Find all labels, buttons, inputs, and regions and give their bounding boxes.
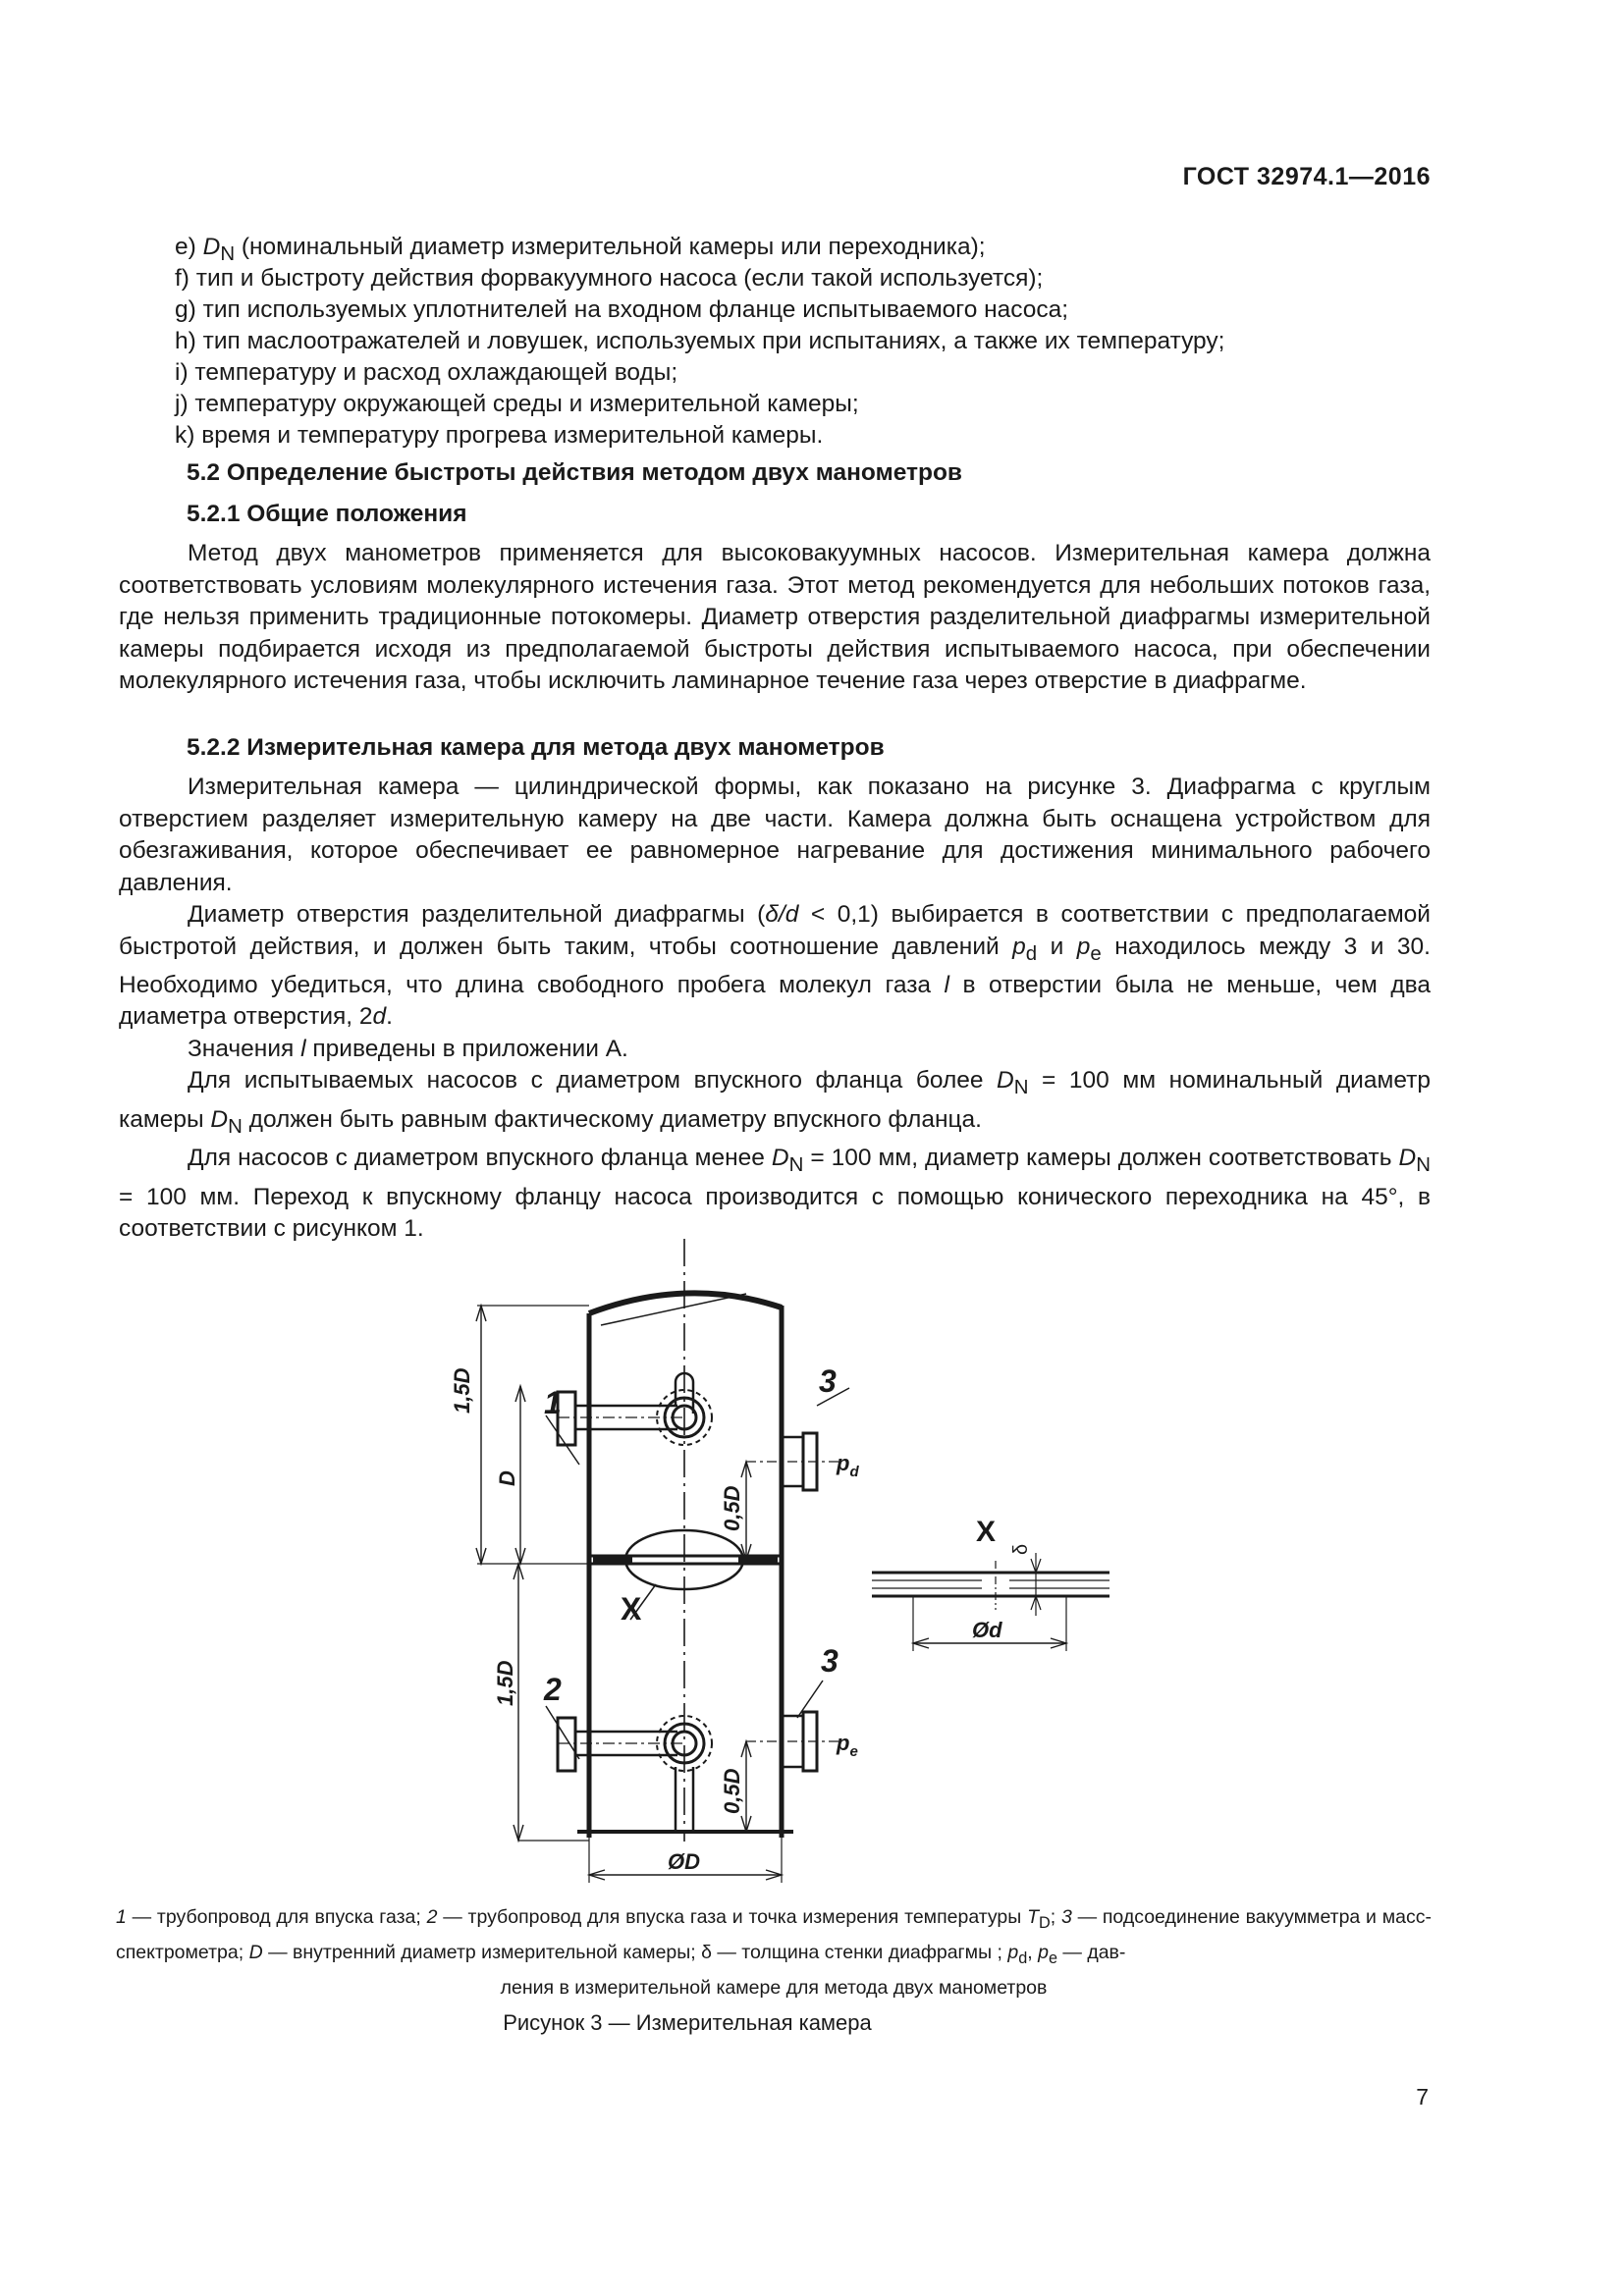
section-heading-5-2: 5.2 Определение быстроты действия методом двух манометров [187,459,962,486]
section-heading-5-2-1: 5.2.1 Общие положения [187,501,467,527]
paragraph: Для насосов с диаметром впускного фланца менее $D_N = 100$ мм, диаметр камеры должен соответствовать $D_N = 100$ мм. Переход к впускному фланцу насоса производится с помощью конического переходника на 45°, в соответствии с рисунком 1. [119,1145,1431,1243]
callout-3: 3 [821,1643,839,1679]
paragraph: Метод двух манометров применяется для высоковакуумных насосов. Измерительная камера должна соответствовать условиям молекулярного истечения газа. Этот метод рекомендуется для небольших потоков газа, где нельзя применить традиционные потокомеры. Диаметр отверстия разделительной диафрагмы измерительной камеры подбирается исходя из предполагаемой быстроты действия испытываемого насоса, при обеспечении молекулярного истечения газа, чтобы исключить ламинарное течение газа через отверстие в диафрагме. [119,540,1431,694]
section-5-2-1-body [119,538,1431,698]
page-number: 7 [1416,2084,1429,2109]
pd-label: $p_d$ [837,1451,859,1480]
list-item: h) тип маслоотражателей и ловушек, используемых при испытаниях, а также их температуру; [175,328,1225,354]
dim-label: 1,5D [493,1660,517,1706]
section-heading-5-2-2: 5.2.2 Измерительная камера для метода двух манометров [187,734,885,761]
dim-label: Ød [972,1618,1002,1642]
callout-1: 1 [544,1385,562,1420]
list-item: k) время и температуру прогрева измерительной камеры. [175,422,824,449]
paragraph: Значения l приведены в приложении А. [188,1035,628,1062]
pe-label: $p_e$ [837,1731,858,1760]
measurement-chamber-drawing [0,1217,1623,1874]
dim-label: 1,5D [450,1367,474,1414]
detail-x-label: X [976,1516,997,1548]
list-item: i) температуру и расход охлаждающей воды; [175,359,678,386]
section-5-2-2-body [119,772,1431,1246]
list-item: g) тип используемых уплотнителей на входном фланце испытываемого насоса; [175,296,1069,323]
delta-label: δ [1010,1543,1032,1555]
dim-label: 0,5D [720,1768,744,1814]
list-item: f) тип и быстроту действия форвакуумного насоса (если такой используется); [175,265,1044,292]
paragraph: Для испытываемых насосов с диаметром впускного фланца более $D_N = 100$ мм номинальный диаметр камеры $D_N$ должен быть равным фактическому диаметру впускного фланца. [119,1067,1431,1138]
callout-3: 3 [819,1363,837,1399]
callout-2: 2 [544,1672,562,1707]
document-header: ГОСТ 32974.1—2016 [1182,163,1431,190]
figure-title: Рисунок 3 — Измерительная камера [503,2010,872,2035]
chamber-top [589,1293,782,1313]
dim-label: ØD [668,1849,700,1874]
dim-label: 0,5D [720,1485,744,1531]
callout-x: X [621,1591,642,1627]
list-item: j) температуру окружающей среды и измерительной камеры; [175,391,859,417]
paragraph: Измерительная камера — цилиндрической формы, как показано на рисунке 3. Диафрагма с круглым отверстием разделяет измерительную камеру на две части. Камера должна быть оснащена устройством для обезгаживания, которое обеспечивает ее равномерное нагревание для достижения минимального рабочего давления. [119,774,1431,896]
figure-legend: 1 — трубопровод для впуска газа; 2 — трубопровод для впуска газа и точка измерения температуры $T_D$; 3 — подсоединение вакуумметра и масс-спектрометра; D — внутренний диаметр измерительной камеры; δ — толщина стенки диафрагмы ; $p_d$, $p_e$ — дав- ления в измерительной камере для метода двух манометров [116,1906,1432,1999]
list-item: e) $D_N$ (номинальный диаметр измерительной камеры или переходника); [175,234,986,265]
dim-label: D [495,1470,519,1486]
paragraph: Диаметр отверстия разделительной диафрагмы (δ/d < 0,1) выбирается в соответствии с предполагаемой быстротой действия, и должен быть таким, чтобы соотношение давлений $p_d$ и $p_e$ находилось между 3 и 30. Необходимо убедиться, что длина свободного пробега молекул газа l в отверстии была не меньше, чем два диаметра отверстия, 2d. [119,901,1431,1031]
